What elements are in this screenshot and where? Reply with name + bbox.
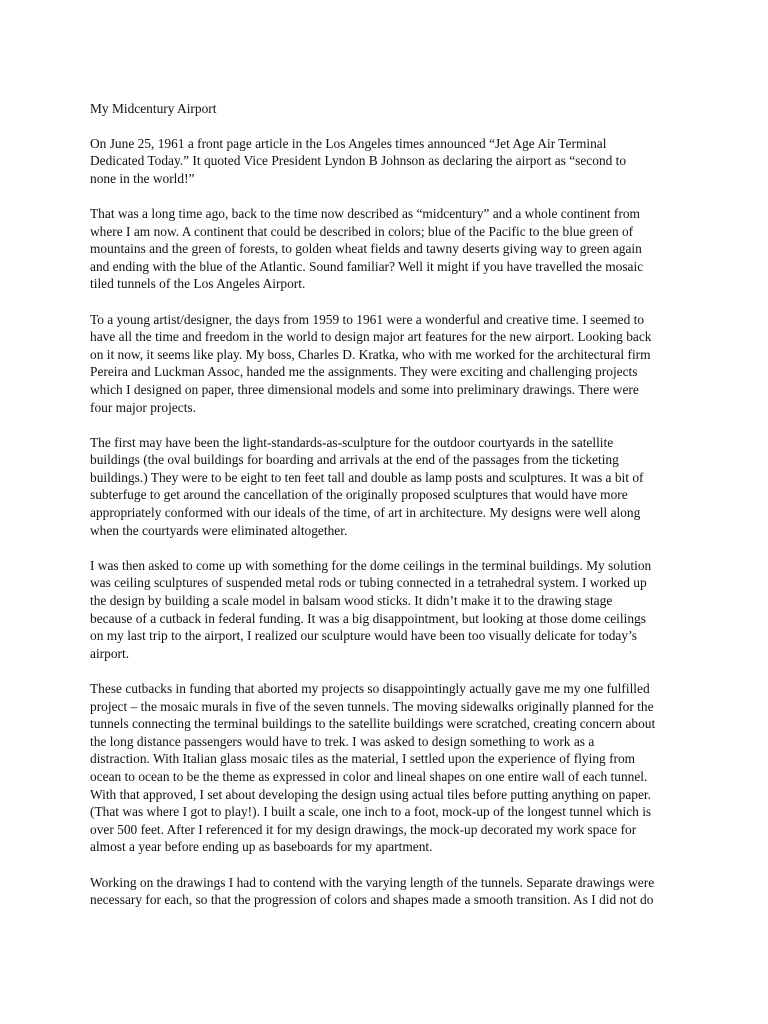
- text-line: where I am now. A continent that could be described in colors; blue of the Pacific to the blue green of: [90, 223, 634, 239]
- text-line: buildings.) They were to be eight to ten feet tall and double as lamp posts and sculptures. It was a bit of: [90, 469, 644, 485]
- text-line: and ending with the blue of the Atlantic. Sound familiar? Well it might if you have travelled the mosaic: [90, 258, 644, 274]
- text-line: To a young artist/designer, the days from 1959 to 1961 were a wonderful and creative time. I seemed to: [90, 311, 645, 327]
- text-line: These cutbacks in funding that aborted my projects so disappointingly actually gave me my one fulfilled: [90, 681, 650, 696]
- text-line: over 500 feet. After I referenced it for my design drawings, the mock-up decorated my work space for: [90, 821, 637, 837]
- text-line: subterfuge to get around the cancellation of the originally proposed sculptures that would have more: [90, 487, 628, 503]
- text-line: when the courtyards were eliminated altogether.: [90, 522, 348, 538]
- document-title: My Midcentury Airport: [90, 101, 217, 116]
- text-line: airport.: [90, 645, 130, 661]
- text-line: I was then asked to come up with something for the dome ceilings in the terminal buildings. My solution: [90, 557, 652, 573]
- paragraph-1: [90, 135, 686, 188]
- text-line: tunnels connecting the terminal buildings to the satellite buildings were scratched, creating concern about: [90, 716, 656, 732]
- text-line: none in the world!”: [90, 170, 195, 186]
- text-line: the design by building a scale model in balsam wood sticks. It didn’t make it to the drawing stage: [90, 593, 613, 609]
- text-line: distraction. With Italian glass mosaic tiles as the material, I settled upon the experience of flying from: [90, 751, 636, 767]
- text-line: the long distance passengers would have to trek. I was asked to design something to work as a: [90, 733, 595, 749]
- text-line: tiled tunnels of the Los Angeles Airport.: [90, 276, 306, 292]
- text-line: which I designed on paper, three dimensional models and some into preliminary drawings. There were: [90, 381, 639, 397]
- text-line: buildings (the oval buildings for boarding and arrivals at the end of the passages from the ticketing: [90, 452, 619, 468]
- text-line: appropriately conformed with our ideals of the time, of art in architecture. My designs were well along: [90, 505, 641, 521]
- text-line: Working on the drawings I had to contend with the varying length of the tunnels. Separate drawings were: [90, 874, 655, 890]
- text-line: ocean to ocean to be the theme as expressed in color and lineal shapes on one entire wall of each tunnel.: [90, 768, 648, 784]
- document-page: [90, 100, 686, 926]
- text-line: On June 25, 1961 a front page article in the Los Angeles times announced “Jet Age Air Terminal: [90, 135, 607, 151]
- text-line: on it now, it seems like play. My boss, Charles D. Kratka, who with me worked for the architectural firm: [90, 346, 651, 362]
- text-line: four major projects.: [90, 399, 196, 415]
- text-line: The first may have been the light-standards-as-sculpture for the outdoor courtyards in the satellite: [90, 434, 614, 450]
- paragraph-6: [90, 680, 686, 856]
- paragraph-7: [90, 874, 686, 909]
- text-line: necessary for each, so that the progression of colors and shapes made a smooth transition. As I did not do: [90, 892, 654, 908]
- text-line: was ceiling sculptures of suspended metal rods or tubing connected in a tetrahedral system. I worked up: [90, 575, 647, 591]
- paragraph-4: [90, 434, 686, 540]
- paragraph-2: [90, 205, 686, 293]
- text-line: With that approved, I set about developing the design using actual tiles before putting anything on paper.: [90, 786, 651, 802]
- paragraph-3: [90, 311, 686, 417]
- paragraph-5: [90, 557, 686, 663]
- text-line: (That was where I got to play!). I built a scale, one inch to a foot, mock-up of the longest tunnel which is: [90, 804, 652, 820]
- text-line: have all the time and freedom in the world to design major art features for the new airport. Looking back: [90, 329, 652, 345]
- text-line: project – the mosaic murals in five of the seven tunnels. The moving sidewalks originally planned for the: [90, 698, 654, 714]
- text-line: Dedicated Today.” It quoted Vice President Lyndon B Johnson as declaring the airport as “second to: [90, 153, 627, 169]
- text-line: on my last trip to the airport, I realized our sculpture would have been too visually delicate for today’s: [90, 628, 637, 644]
- text-line: mountains and the green of forests, to golden wheat fields and tawny deserts giving way to green again: [90, 241, 642, 257]
- text-line: almost a year before ending up as baseboards for my apartment.: [90, 839, 433, 855]
- text-line: Pereira and Luckman Assoc, handed me the assignments. They were exciting and challenging projects: [90, 364, 638, 380]
- text-line: because of a cutback in federal funding. It was a big disappointment, but looking at those dome ceilings: [90, 610, 646, 626]
- text-line: That was a long time ago, back to the time now described as “midcentury” and a whole continent from: [90, 205, 640, 221]
